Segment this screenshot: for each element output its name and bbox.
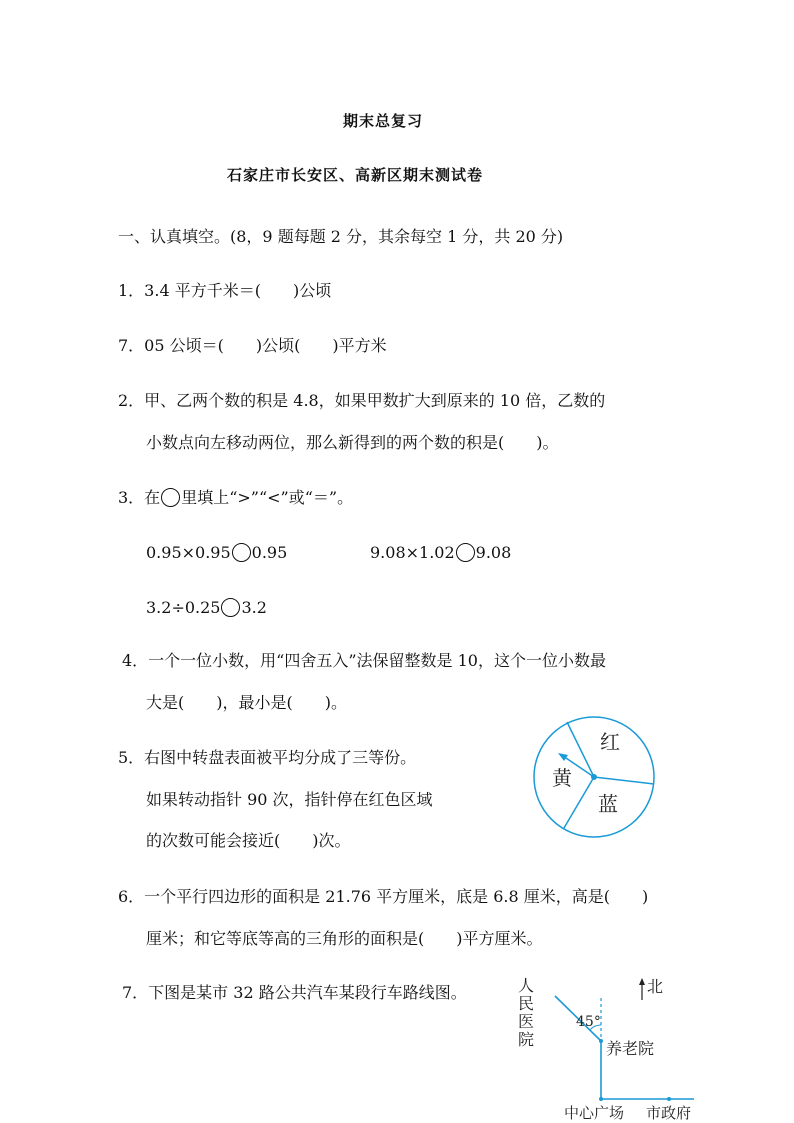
q4-line1: 4．一个一位小数，用“四舍五入”法保留整数是 10，这个一位小数最 [122, 651, 606, 670]
spinner-diagram [530, 713, 660, 841]
map-label-hospital-4: 院 [518, 1030, 535, 1049]
bus-route-map [510, 970, 710, 1123]
map-label-hospital-1: 人 [518, 976, 535, 995]
compare-circle-icon [456, 543, 475, 562]
q3-item3 [146, 598, 267, 618]
gov-stop-dot [667, 1097, 671, 1101]
spinner-label-red: 红 [600, 730, 620, 754]
q1-line2: 7．05 公顷＝( )公顷( )平方米 [118, 336, 387, 355]
center-stop-dot [599, 1097, 603, 1101]
section-heading: 一、认真填空。(8，9 题每题 2 分，其余每空 1 分，共 20 分) [118, 227, 564, 246]
q3-item2 [370, 543, 511, 563]
map-label-angle: 45° [576, 1014, 601, 1030]
page-title: 期末总复习 [343, 112, 424, 130]
pointer-arrowhead-icon [558, 753, 568, 761]
north-arrow-icon [639, 978, 645, 985]
q3-prompt-post: 里填上“>”“<”或“＝”。 [181, 488, 354, 507]
compare-circle-icon [232, 543, 251, 562]
q2-line2: 小数点向左移动两位，那么新得到的两个数的积是( )。 [146, 433, 559, 452]
q3-item3-lhs: 3.2÷0.25 [146, 598, 221, 617]
q3-item1 [146, 543, 287, 563]
spinner-label-blue: 蓝 [598, 792, 618, 816]
map-label-north: 北 [647, 977, 664, 996]
nursing-stop-dot [599, 1039, 603, 1043]
q3-item3-rhs: 3.2 [241, 598, 267, 617]
compare-circle-icon [161, 488, 180, 507]
q1-line1: 1．3.4 平方千米＝( )公顷 [118, 281, 332, 300]
q3-item1-lhs: 0.95×0.95 [146, 543, 231, 562]
q4-line2: 大是( )，最小是( )。 [146, 693, 347, 712]
q2-line1: 2．甲、乙两个数的积是 4.8，如果甲数扩大到原来的 10 倍，乙数的 [118, 391, 606, 410]
map-label-nursing: 养老院 [606, 1039, 655, 1058]
spinner-divider-right [594, 777, 654, 784]
page-subtitle: 石家庄市长安区、高新区期末测试卷 [227, 166, 484, 184]
map-label-center: 中心广场 [564, 1104, 625, 1122]
q6-line1: 6．一个平行四边形的面积是 21.76 平方厘米，底是 6.8 厘米，高是( ) [118, 887, 649, 906]
q3-item1-rhs: 0.95 [251, 543, 288, 562]
compare-circle-icon [221, 598, 240, 617]
q7-line1: 7．下图是某市 32 路公共汽车某段行车路线图。 [122, 983, 467, 1002]
q3-item2-rhs: 9.08 [475, 543, 512, 562]
spinner-label-yellow: 黄 [552, 766, 572, 790]
q5-line2: 如果转动指针 90 次，指针停在红色区域 [146, 790, 433, 809]
q5-line3: 的次数可能会接近( )次。 [146, 831, 351, 850]
q3-prompt-pre: 3．在 [118, 488, 161, 507]
q5-line1: 5．右图中转盘表面被平均分成了三等份。 [118, 748, 417, 767]
map-label-hospital-2: 民 [518, 994, 535, 1013]
q3-prompt [118, 488, 353, 508]
spinner-center-dot [591, 774, 597, 780]
q6-line2: 厘米；和它等底等高的三角形的面积是( )平方厘米。 [146, 929, 543, 948]
map-label-hospital-3: 医 [518, 1012, 535, 1031]
q3-item2-lhs: 9.08×1.02 [370, 543, 455, 562]
map-label-gov: 市政府 [646, 1104, 692, 1122]
